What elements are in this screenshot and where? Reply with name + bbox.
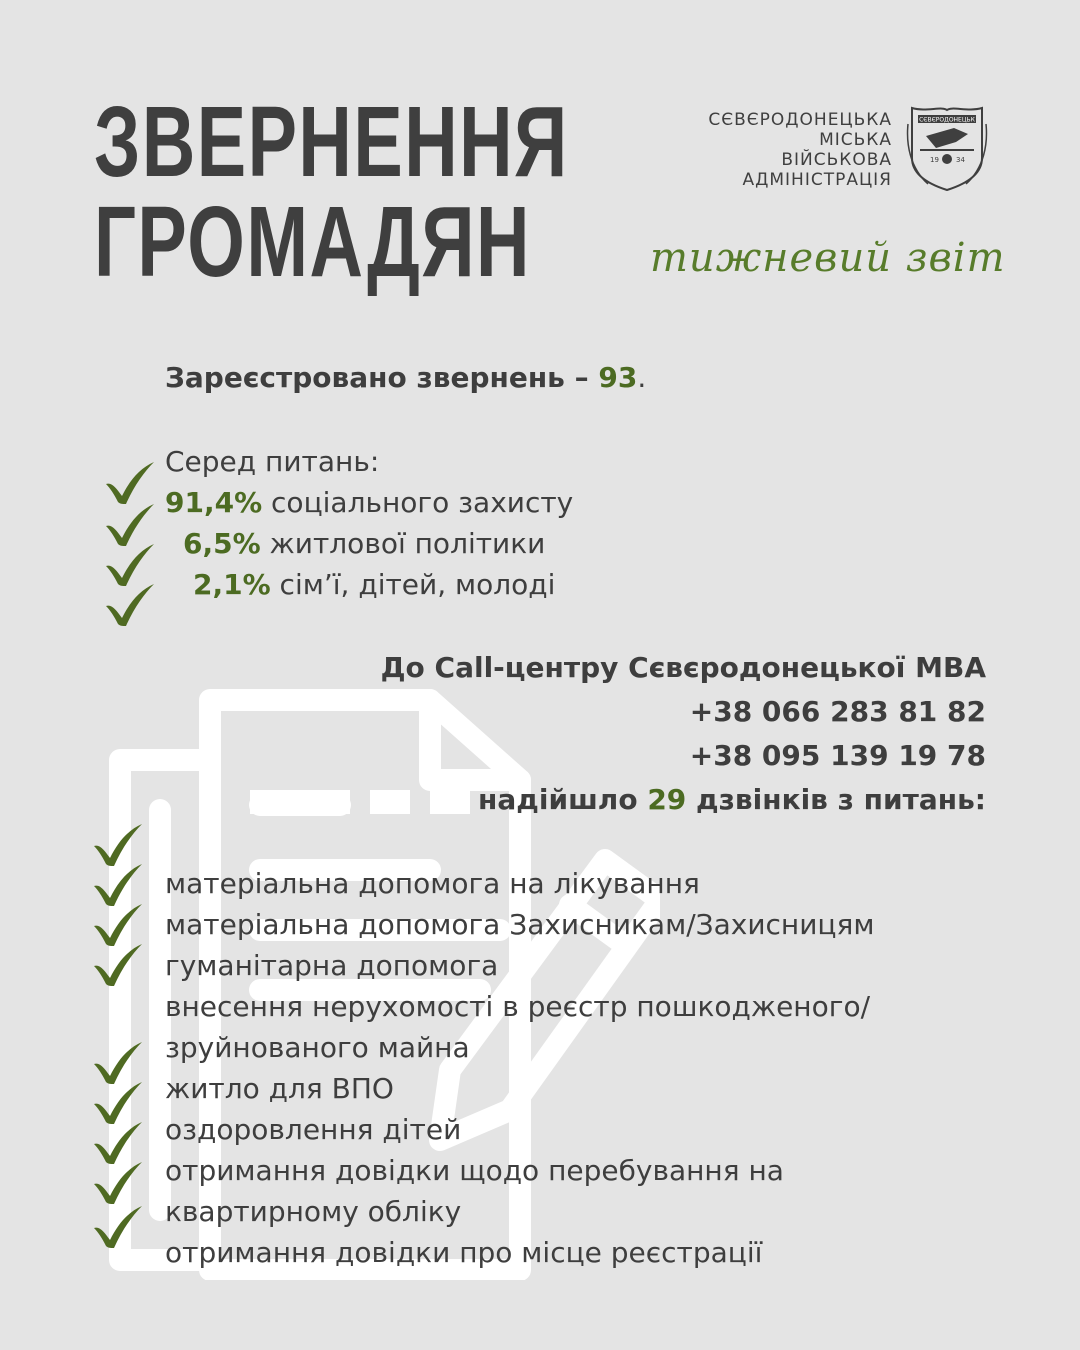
registered-count: 93 bbox=[598, 361, 638, 394]
topic-text: сім’ї, дітей, молоді bbox=[270, 568, 556, 601]
emblem-text: СЄВЄРОДОНЕЦЬК bbox=[919, 116, 975, 124]
calls-count: 29 bbox=[647, 783, 687, 816]
call-topic-item: гуманітарна допомога bbox=[165, 949, 499, 982]
calls-suffix: дзвінків з питань: bbox=[686, 783, 986, 816]
topic-percent: 6,5% bbox=[183, 527, 261, 560]
phone-number: +38 095 139 19 78 bbox=[689, 739, 986, 772]
checkmark-icon bbox=[92, 1160, 144, 1206]
emblem-year-left: 19 bbox=[930, 156, 939, 164]
call-topic-item: квартирному обліку bbox=[165, 1195, 462, 1228]
topic-item bbox=[193, 565, 555, 605]
checkmark-icon bbox=[104, 582, 156, 628]
call-topic-item: оздоровлення дітей bbox=[165, 1113, 462, 1146]
org-line-1: СЄВЄРОДОНЕЦЬКА bbox=[708, 110, 892, 130]
registered-suffix: . bbox=[637, 361, 647, 394]
call-topic-item: отримання довідки про місце реєстрації bbox=[165, 1236, 763, 1269]
call-topic-item: житло для ВПО bbox=[165, 1072, 394, 1105]
registered-count-line bbox=[165, 358, 646, 398]
checkmark-icon bbox=[104, 460, 156, 506]
org-line-4: АДМІНІСТРАЦІЯ bbox=[742, 170, 892, 190]
topics-heading: Серед питань: bbox=[165, 445, 380, 478]
calls-prefix: надійшло bbox=[478, 783, 648, 816]
organization-name bbox=[708, 110, 892, 190]
call-topic-item: матеріальна допомога на лікування bbox=[165, 867, 700, 900]
topic-percent: 91,4% bbox=[165, 486, 263, 519]
topic-item bbox=[183, 524, 545, 564]
call-topic-item: внесення нерухомості в реєстр пошкодженого/ bbox=[165, 990, 871, 1023]
callcenter-heading: До Call-центру Сєвєродонецької МВА bbox=[380, 651, 986, 684]
registered-label: Зареєстровано звернень – bbox=[165, 361, 599, 394]
topic-text: житлової політики bbox=[260, 527, 546, 560]
emblem-year-right: 34 bbox=[956, 156, 965, 164]
call-topic-item: зруйнованого майна bbox=[165, 1031, 470, 1064]
page-title bbox=[94, 86, 569, 298]
city-emblem-icon bbox=[906, 104, 988, 192]
calls-count-line bbox=[478, 780, 986, 820]
title-line-1: ЗВЕРНЕННЯ bbox=[94, 86, 569, 198]
phone-number: +38 066 283 81 82 bbox=[689, 695, 986, 728]
checkmark-icon bbox=[92, 1204, 144, 1250]
topic-item bbox=[165, 483, 573, 523]
checkmark-icon bbox=[92, 942, 144, 988]
topic-percent: 2,1% bbox=[193, 568, 271, 601]
org-line-3: ВІЙСЬКОВА bbox=[781, 150, 892, 170]
topic-text: соціального захисту bbox=[262, 486, 574, 519]
call-topic-item: отримання довідки щодо перебування на bbox=[165, 1154, 784, 1187]
org-line-2: МІСЬКА bbox=[819, 130, 892, 150]
subtitle-weekly-report: тижневий звіт bbox=[650, 235, 1006, 281]
call-topic-item: матеріальна допомога Захисникам/Захисницям bbox=[165, 908, 875, 941]
title-line-2: ГРОМАДЯН bbox=[94, 186, 531, 298]
